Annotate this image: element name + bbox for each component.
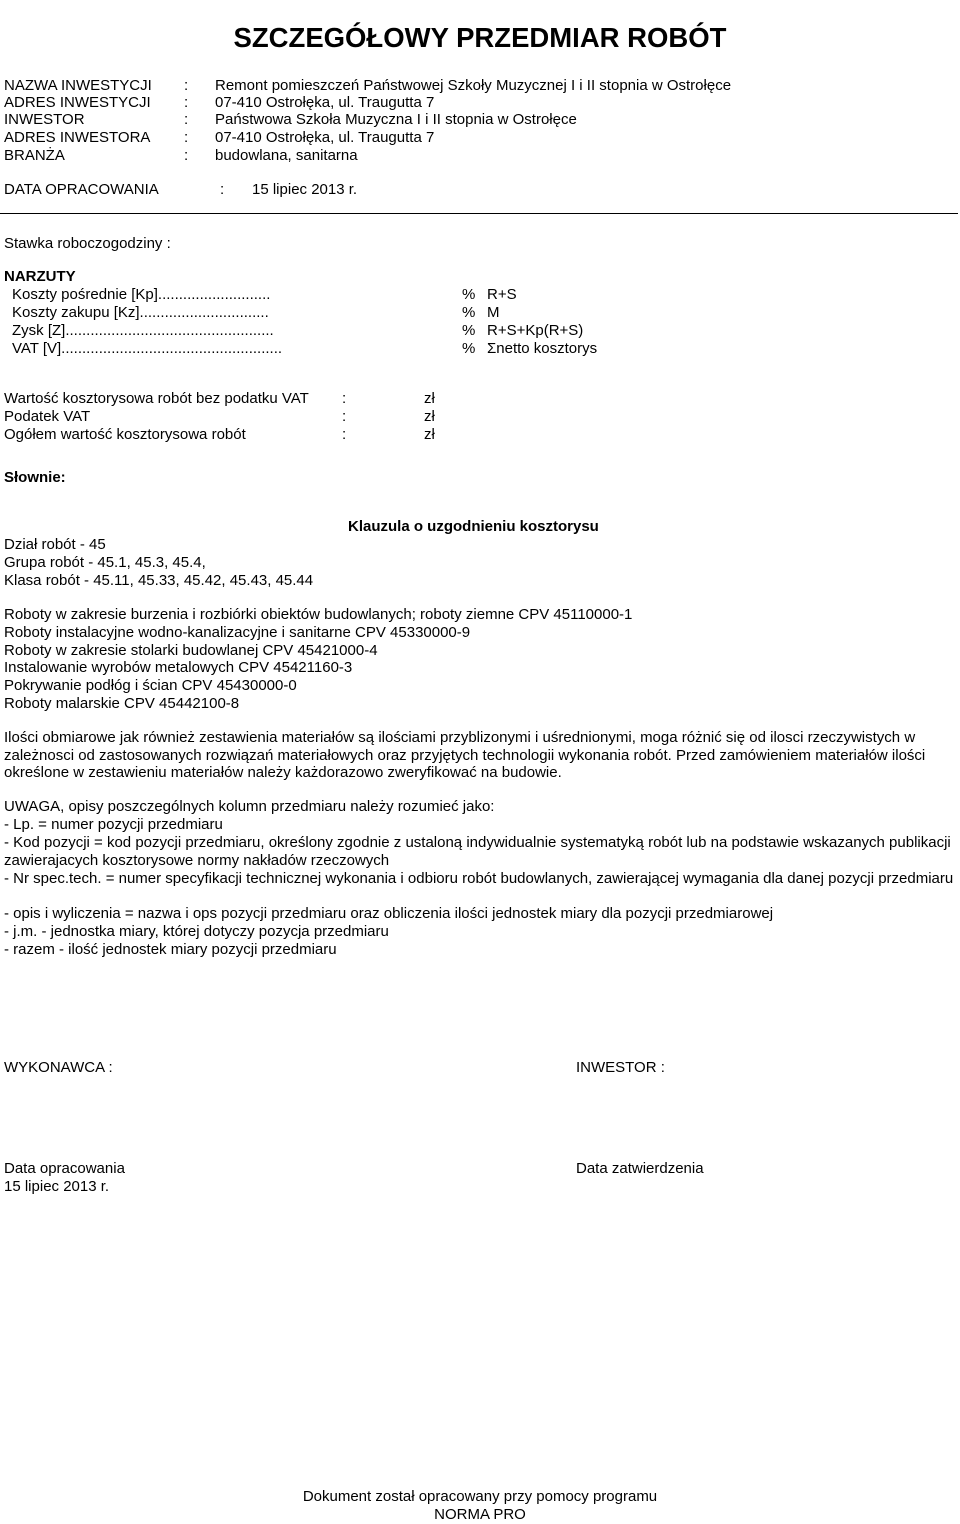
markup-label: VAT [V]..................................................... <box>12 340 283 357</box>
markup-percent: % <box>462 340 476 357</box>
markup-percent: % <box>462 304 476 321</box>
investment-name-label: NAZWA INWESTYCJI <box>4 77 152 94</box>
columns-note-item: - Nr spec.tech. = numer specyfikacji technicznej wykonania i odbioru robót budowlanych, zawierającej wymagania dla danej pozycji przedmiaru <box>4 870 954 887</box>
classification-line: Klasa robót - 45.11, 45.33, 45.42, 45.43, 45.44 <box>4 572 314 589</box>
currency-unit: zł <box>424 408 435 425</box>
approval-date-caption: Data zatwierdzenia <box>576 1160 704 1177</box>
value-colon: : <box>342 408 347 425</box>
markup-base: R+S+Kp(R+S) <box>487 322 584 339</box>
columns-note-item: - Kod pozycji = kod pozycji przedmiaru, określony zgodnie z ustaloną indywidualnie systematyką robót lub na podstawie wskazanych publikacji zawierajacych kosztorysowe normy nakładów rzeczowych <box>4 834 951 869</box>
markup-label: Zysk [Z].................................................. <box>12 322 274 339</box>
value-colon: : <box>342 426 347 443</box>
investor-address-label: ADRES INWESTORA <box>4 129 151 146</box>
investment-address-label: ADRES INWESTYCJI <box>4 94 151 111</box>
cpv-line: Roboty instalacyjne wodno-kanalizacyjne i sanitarne CPV 45330000-9 <box>4 624 471 641</box>
header-colon: : <box>184 77 189 94</box>
contractor-signature-label: WYKONAWCA : <box>4 1059 113 1076</box>
cpv-line: Instalowanie wyrobów metalowych CPV 45421160-3 <box>4 659 353 676</box>
vat-value-label: Podatek VAT <box>4 408 91 425</box>
columns-note-heading: UWAGA, opisy poszczególnych kolumn przedmiaru należy rozumieć jako: <box>4 798 495 815</box>
columns-note-item: - Lp. = numer pozycji przedmiaru <box>4 816 223 833</box>
classification-line: Grupa robót - 45.1, 45.3, 45.4, <box>4 554 206 571</box>
header-colon: : <box>220 181 225 198</box>
header-colon: : <box>184 111 189 128</box>
investor-label: INWESTOR <box>4 111 85 128</box>
investor-address-value: 07-410 Ostrołęka, ul. Traugutta 7 <box>215 129 435 146</box>
markup-base: Σnetto kosztorys <box>487 340 598 357</box>
columns-note-item: - opis i wyliczenia = nazwa i ops pozycji przedmiaru oraz obliczenia ilości jednostek miary dla pozycji przedmiarowej <box>4 905 774 922</box>
markups-heading: NARZUTY <box>4 268 76 285</box>
materials-note: Ilości obmiarowe jak również zestawienia materiałów są ilościami przyblizonymi i uśrednionymi, moga różnić się od ilosci rzeczywistych w zależnosci od zastosowanych rozwiązań materiałowych oraz przyjętych technologii wykonania robót. Przed zamówieniem materiałów ilości określone w zestawieniu materiałów należy każdorazowo zweryfikować na budowie. <box>4 729 926 781</box>
cpv-line: Roboty malarskie CPV 45442100-8 <box>4 695 240 712</box>
header-colon: : <box>184 129 189 146</box>
columns-note-item: - j.m. - jednostka miary, której dotyczy pozycja przedmiaru <box>4 923 389 940</box>
cpv-line: Roboty w zakresie burzenia i rozbiórki obiektów budowlanych; roboty ziemne CPV 45110000-1 <box>4 606 633 623</box>
cpv-line: Roboty w zakresie stolarki budowlanej CPV 45421000-4 <box>4 642 378 659</box>
markup-label: Koszty zakupu [Kz]............................... <box>12 304 269 321</box>
currency-unit: zł <box>424 426 435 443</box>
total-value-label: Ogółem wartość kosztorysowa robót <box>4 426 246 443</box>
investor-signature-label: INWESTOR : <box>576 1059 665 1076</box>
document-title: SZCZEGÓŁOWY PRZEDMIAR ROBÓT <box>233 22 727 53</box>
separator-line <box>0 213 958 214</box>
header-colon: : <box>184 147 189 164</box>
preparation-date-label: DATA OPRACOWANIA <box>4 181 159 198</box>
investor-value: Państwowa Szkoła Muzyczna I i II stopnia w Ostrołęce <box>215 111 577 128</box>
cpv-line: Pokrywanie podłóg i ścian CPV 45430000-0 <box>4 677 297 694</box>
header-colon: : <box>184 94 189 111</box>
markup-percent: % <box>462 286 476 303</box>
currency-unit: zł <box>424 390 435 407</box>
investment-address-value: 07-410 Ostrołęka, ul. Traugutta 7 <box>215 94 435 111</box>
net-value-label: Wartość kosztorysowa robót bez podatku VAT <box>4 390 309 407</box>
preparation-date-value: 15 lipiec 2013 r. <box>252 181 358 198</box>
footer-text: Dokument został opracowany przy pomocy programu <box>302 1488 658 1505</box>
markup-percent: % <box>462 322 476 339</box>
trade-value: budowlana, sanitarna <box>215 147 358 164</box>
classification-line: Dział robót - 45 <box>4 536 106 553</box>
in-words-heading: Słownie: <box>4 469 66 486</box>
markup-label: Koszty pośrednie [Kp]........................... <box>12 286 271 303</box>
markup-base: R+S <box>487 286 517 303</box>
cost-agreement-clause-heading: Klauzula o uzgodnieniu kosztorysu <box>348 518 599 535</box>
markup-base: M <box>487 304 500 321</box>
footer-program-name: NORMA PRO <box>434 1506 526 1523</box>
value-colon: : <box>342 390 347 407</box>
preparation-date-text: 15 lipiec 2013 r. <box>4 1178 110 1195</box>
columns-note-item: - razem - ilość jednostek miary pozycji przedmiaru <box>4 941 337 958</box>
investment-name-value: Remont pomieszczeń Państwowej Szkoły Muzycznej I i II stopnia w Ostrołęce <box>215 77 732 94</box>
labor-rate-label: Stawka roboczogodziny : <box>4 235 171 252</box>
trade-label: BRANŻA <box>4 147 65 164</box>
preparation-date-caption: Data opracowania <box>4 1160 125 1177</box>
